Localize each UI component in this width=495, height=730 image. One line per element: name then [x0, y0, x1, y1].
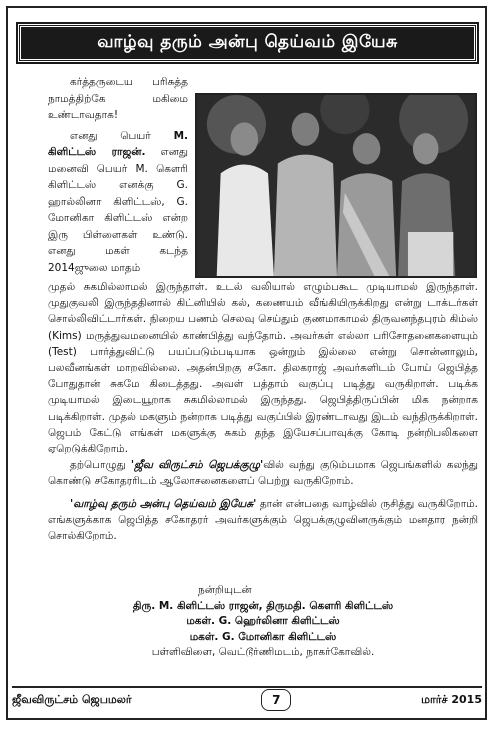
intro-paragraph-1: கர்த்தருடைய பரிசுத்த நாமத்திற்கே மகிமை உண்டாவதாக! — [48, 76, 188, 121]
body-paragraph-1: முதல் சுகமில்லாமல் இருந்தாள். உடல் வலியால் எழும்பகூட முடியாமல் இருந்தாள். முதுகுவலி இருந்ததினால் கிட்னியில் கல், கணையம் வீங்கியிருக்கிறது என்று டாக்டர்கள் சொல்லிவிட்டார்கள். நிறைய பணம் செலவு செய்தும் குணமாகாமல் திருவனந்தபுரம் கிம்ஸ் (Kims) மருத்துவமனையில் காண்பித்து வந்தோம். அவர்கள் எல்லா பரிசோதனைகளையும் (Test) பார்த்துவிட்டு பயப்படும்படியாக ஒன்றும் இல்லை என்று சொன்னாலும், பலவீனங்கள் மாறவில்லை. அதன்பிறகு சகோ. திலகராஜ் அவர்களிடம் போய் ஜெபித்த போதுதான் சுகமே கிடைத்தது. அவள் பத்தாம் வகுப்பு படித்து வருகிறாள். படிக்க முடியாமல் இடையூறாக சுகமில்லாமல் இருந்தது. ஜெபித்திருப்பின் மிக நன்றாக படிக்கிறாள். முதல் மகளும் நன்றாக படித்து வகுப்பில் இரண்டாவது இடம் வந்திருக்கிறாள். ஜெபம் கேட்டு எங்கள் மகளுக்கு சுகம் தந்த இயேசப்பாவுக்கு கோடி நன்றிபலிகளை ஏறெடுக்கிறோம். — [48, 281, 478, 456]
intro-text-cont: எனது மனைவி பெயர் M. கௌரி கிளிட்டஸ் எனக்கு G. ஹால்லினா கிளிட்டஸ், G. மோனிகா கிளிட்டஸ் என்ற இரு பிள்ளைகள் உண்டு. எனது மகள் கடந்த 2014ஜுலை மாதம் — [48, 146, 188, 274]
intro-paragraph-2 — [48, 128, 188, 277]
article-title: வாழ்வு தரும் அன்பு தெய்வம் இயேசு — [18, 24, 477, 62]
ministry-name: 'ஜீவ விருட்சம் ஜெபக்குழு' — [130, 459, 264, 472]
intro-column — [48, 70, 188, 276]
body-text: வில் வந்து குடும்பமாக ஜெபங்களில் கலந்து கொண்டு சகோதரரிடம் ஆலோசனைகளைப் பெற்று வருகிறோம். — [48, 459, 479, 488]
author-name: M. கிளிட்டஸ் ராஜன். — [48, 129, 189, 158]
page-footer — [12, 686, 482, 712]
intro-text: எனது பெயர் — [70, 129, 151, 142]
signature-block — [48, 583, 478, 661]
sign-off: நன்றியுடன் — [198, 584, 252, 596]
magazine-name: ஜீவவிருட்சம் ஜெபமலர் — [12, 692, 132, 706]
signature-line-3: மகள். G. மோனிகா கிளிட்டஸ் — [189, 630, 337, 643]
issue-date: மார்ச் 2015 — [421, 692, 482, 706]
family-photo — [195, 93, 477, 278]
page-number: 7 — [261, 689, 291, 711]
highlight-title: 'வாழ்வு தரும் அன்பு தெய்வம் இயேசு' — [70, 497, 257, 510]
signature-line-2: மகள். G. ஹெர்லினா கிளிட்டஸ் — [186, 615, 340, 627]
body-paragraph-2 — [48, 457, 478, 489]
article-body — [48, 279, 478, 544]
body-paragraph-3 — [48, 496, 478, 545]
body-text: தான் என்பதை வாழ்வில் ருசித்து வருகிறோம். எங்களுக்காக ஜெபித்த சகோதரர் அவர்களுக்கும் ஜெபக்குழுவினருக்கும் மனதார நன்றி சொல்கிறோம். — [48, 497, 478, 543]
address: பள்ளிவிளை, வெட்டூர்ணிமடம், நாகர்கோவில். — [151, 646, 375, 658]
signature-line-1: திரு. M. கிளிட்டஸ் ராஜன், திருமதி. கௌரி கிளிட்டஸ் — [132, 599, 394, 612]
body-text: தற்பொழுது — [70, 459, 126, 472]
